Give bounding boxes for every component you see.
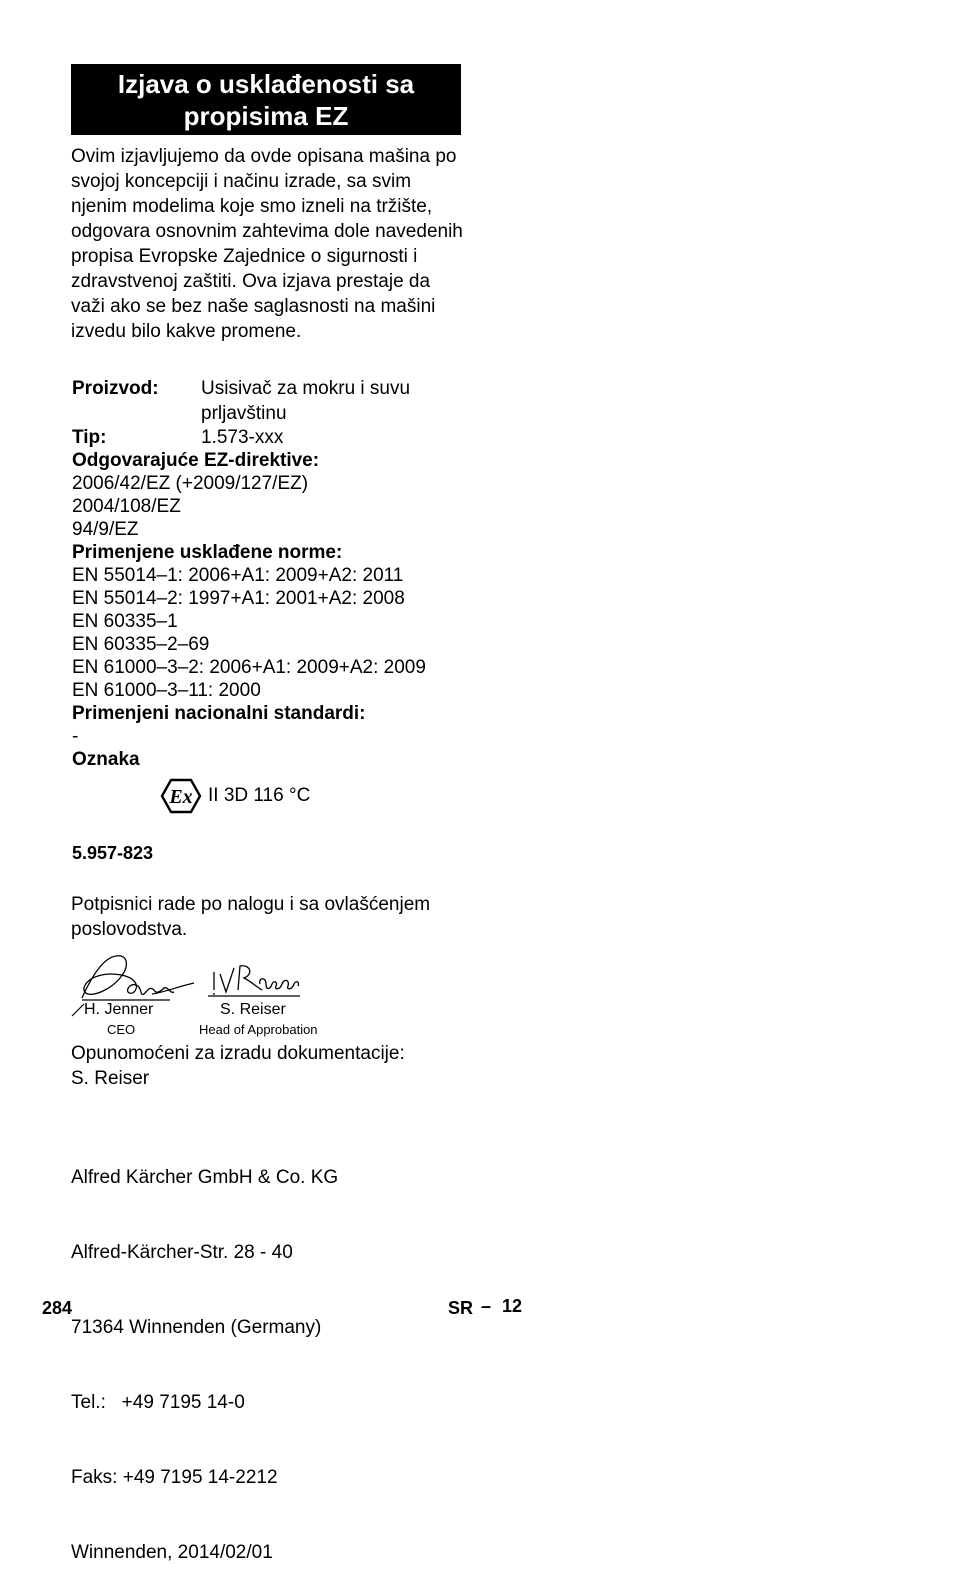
directive-item: 2006/42/EZ (+2009/127/EZ) bbox=[72, 473, 309, 494]
title-box bbox=[71, 64, 461, 135]
footer-section-number: 12 bbox=[502, 1296, 523, 1316]
ex-hexagon-icon bbox=[160, 778, 202, 814]
address-block bbox=[71, 1115, 338, 1590]
norms-heading: Primenjene usklađene norme: bbox=[72, 542, 343, 563]
type-label: Tip: bbox=[72, 427, 107, 448]
address-line: 71364 Winnenden (Germany) bbox=[71, 1317, 322, 1338]
address-line: Winnenden, 2014/02/01 bbox=[71, 1542, 273, 1563]
signatory-title: Head of Approbation bbox=[199, 1022, 318, 1037]
address-line: Faks: +49 7195 14-2212 bbox=[71, 1467, 278, 1488]
norm-item: EN 60335–2–69 bbox=[72, 634, 210, 655]
type-row bbox=[72, 426, 462, 449]
page-title: Izjava o usklađenosti sa propisima EZ bbox=[117, 68, 415, 131]
address-line: Tel.: +49 7195 14-0 bbox=[71, 1392, 245, 1413]
page-number: 284 bbox=[42, 1298, 73, 1318]
signatory-name: H. Jenner bbox=[84, 1001, 154, 1018]
norm-item: EN 61000–3–11: 2000 bbox=[72, 680, 261, 701]
documentation-name: S. Reiser bbox=[71, 1068, 150, 1089]
norm-item: EN 55014–1: 2006+A1: 2009+A2: 2011 bbox=[72, 565, 404, 586]
ex-marking bbox=[160, 778, 310, 814]
product-label: Proizvod: bbox=[72, 378, 159, 399]
national-value: - bbox=[72, 726, 79, 747]
directives-heading: Odgovarajuće EZ-direktive: bbox=[72, 450, 320, 471]
marking-heading: Oznaka bbox=[72, 749, 140, 770]
part-number: 5.957-823 bbox=[72, 843, 154, 863]
address-line: Alfred-Kärcher-Str. 28 - 40 bbox=[71, 1242, 293, 1263]
documentation-label: Opunomoćeni za izradu dokumentacije: bbox=[71, 1043, 405, 1064]
signatories-paragraph: Potpisnici rade po nalogu i sa ovlašćenjem poslovodstva. bbox=[71, 894, 431, 940]
product-value: Usisivač za mokru i suvu prljavštinu bbox=[201, 378, 411, 424]
ex-marking-text: II 3D 116 °C bbox=[208, 785, 311, 806]
address-line: Alfred Kärcher GmbH & Co. KG bbox=[71, 1167, 339, 1188]
signatory-name: S. Reiser bbox=[220, 1001, 286, 1018]
national-heading: Primenjeni nacionalni standardi: bbox=[72, 703, 366, 724]
type-value: 1.573-xxx bbox=[201, 427, 284, 448]
ex-symbol-text: Ex bbox=[169, 786, 193, 808]
norm-item: EN 55014–2: 1997+A1: 2001+A2: 2008 bbox=[72, 588, 405, 609]
signatory-title: CEO bbox=[107, 1022, 136, 1037]
product-row bbox=[72, 377, 462, 426]
footer-dash: – bbox=[481, 1296, 492, 1316]
signature-reiser-icon bbox=[208, 960, 304, 1000]
norm-item: EN 61000–3–2: 2006+A1: 2009+A2: 2009 bbox=[72, 657, 426, 678]
norm-item: EN 60335–1 bbox=[72, 611, 178, 632]
directive-item: 94/9/EZ bbox=[72, 519, 139, 540]
documentation-block bbox=[71, 1041, 405, 1091]
directive-item: 2004/108/EZ bbox=[72, 496, 181, 517]
footer-lang: SR bbox=[448, 1298, 474, 1318]
product-info bbox=[72, 377, 462, 771]
intro-paragraph: Ovim izjavljujemo da ovde opisana mašina po svojoj koncepciji i načinu izrade, sa svim njenim modelima koje smo izneli na tržište, odgovara osnovnim zahtevima dole navedenih propisa Evropske Zajednice o sigurnosti i zdravstvenoj zaštiti. Ova izjava prestaje da važi ako se bez naše saglasnosti na mašini izvedu bilo kakve promene. bbox=[71, 146, 463, 342]
